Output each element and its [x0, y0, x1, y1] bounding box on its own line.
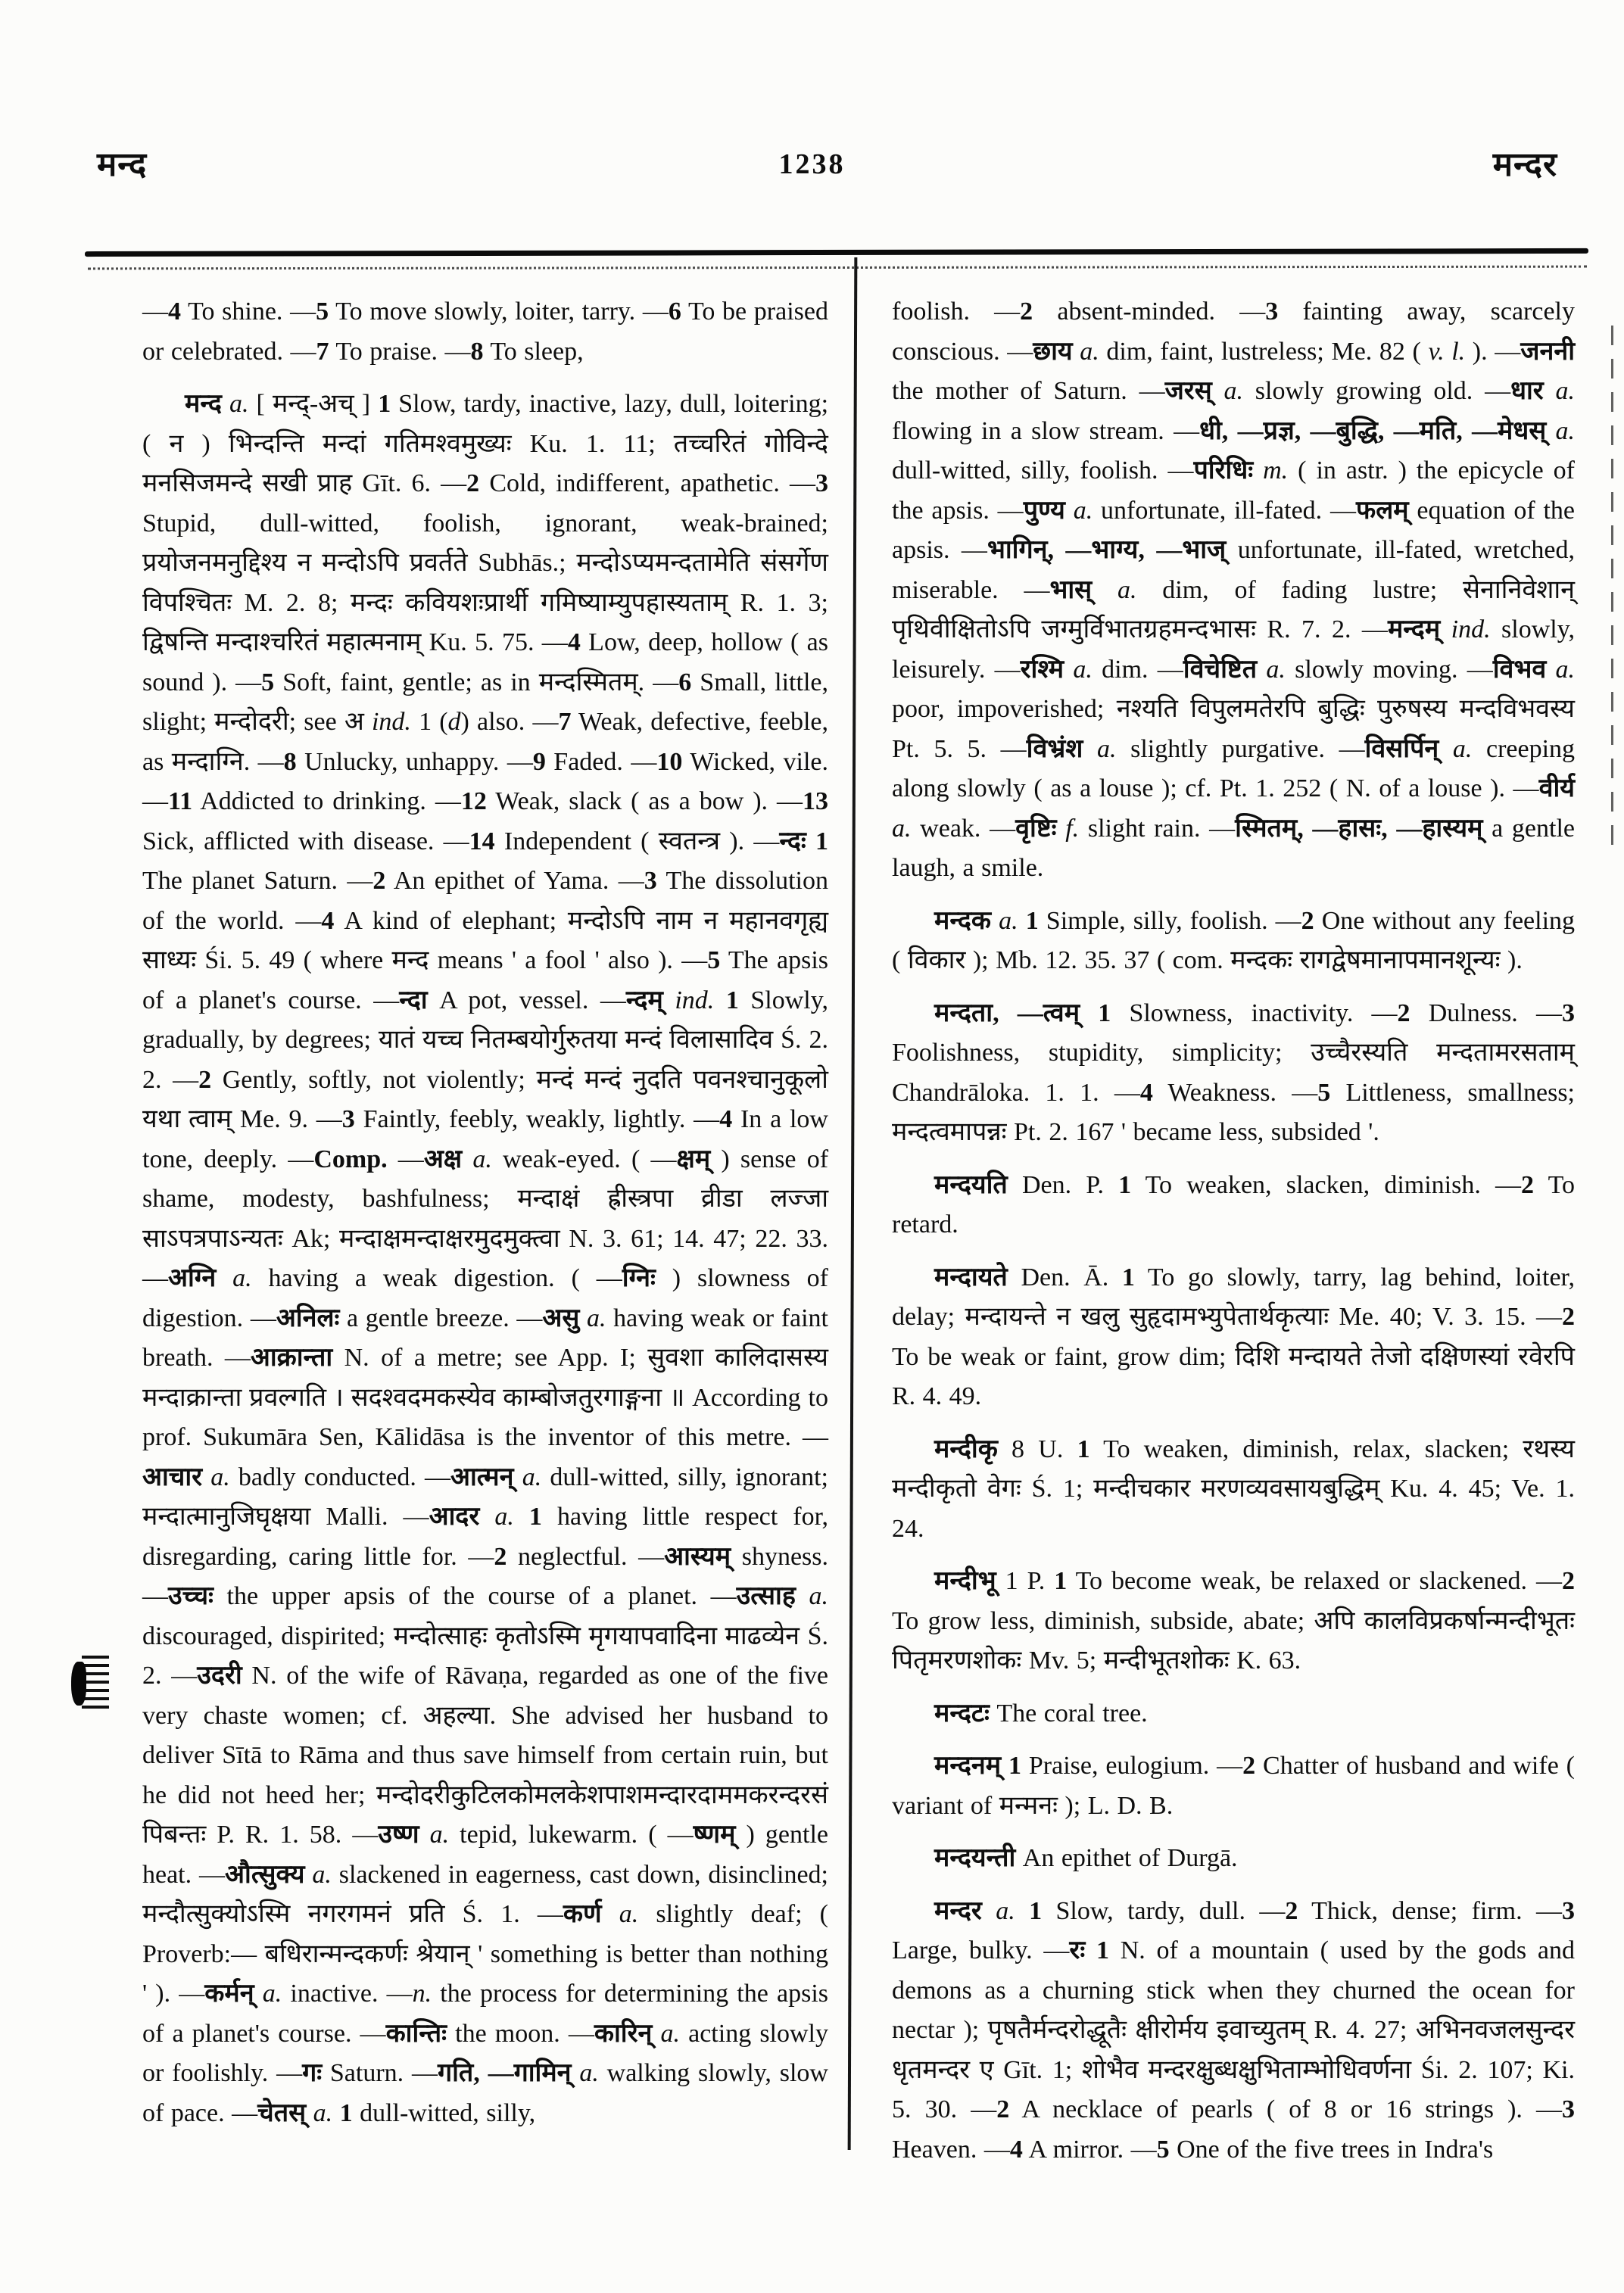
dictionary-paragraph: मन्दनम् 1 Praise, eulogium. —2 Chatter of husband and wife ( variant of मन्मनः ); L. D. B.: [892, 1752, 1575, 1820]
dictionary-paragraph: मन्दायते Den. Ā. 1 To go slowly, tarry, lag behind, loiter, delay; मन्दायन्ते न खलु सुहृदामभ्युपेतार्थकृत्याः Me. 40; V. 3. 15. —2 To be weak or faint, grow dim; दिशि मन्दायते तेजो दक्षिणस्यां रवेरपि R. 4. 49.: [892, 1263, 1575, 1410]
left-column: [142, 292, 828, 2133]
dictionary-paragraph: मन्दटः The coral tree.: [934, 1699, 1148, 1728]
margin-ink-artifact: [65, 1653, 114, 1713]
dictionary-paragraph: मन्दीभू 1 P. 1 To become weak, be relaxed or slackened. —2 To grow less, diminish, subside, abate; अपि कालविप्रकर्षान्मन्दीभूतः पितृमरणशोकः Mv. 5; मन्दीभूतशोकः K. 63.: [892, 1567, 1576, 1675]
header-first-word: मन्द: [97, 146, 148, 183]
header-dotted-rule: [88, 266, 1587, 270]
dictionary-paragraph: मन्दयति Den. P. 1 To weaken, slacken, diminish. —2 To retard.: [892, 1170, 1575, 1238]
dictionary-paragraph: मन्दता, —त्वम् 1 Slowness, inactivity. —2 Dulness. —3 Foolishness, stupidity, simplicity; उच्चैरस्यति मन्दतामरसताम् Chandrāloka. 1. 1. —4 Weakness. —5 Littleness, smallness; मन्दत्वमापन्नः Pt. 2. 167 ' became less, subsided '.: [892, 999, 1576, 1146]
right-column: [892, 292, 1575, 2170]
dictionary-paragraph: मन्द a. [ मन्द्-अच् ] 1 Slow, tardy, inactive, lazy, dull, loitering; ( न ) भिन्दन्ति मन्दां गतिमश्वमुख्यः Ku. 1. 11; तच्चरितं गोविन्दे मनसिजमन्दे सखी प्राह Gīt. 6. —2 Cold, indifferent, apathetic. —3 Stupid, dull-witted, foolish, ignorant, weak-brained; प्रयोजनमनुद्दिश्य न मन्दोऽपि प्रवर्तते Subhās.; मन्दोऽप्यमन्दतामेति संसर्गेण विपश्चितः M. 2. 8; मन्दः कवियशःप्रार्थी गमिष्याम्युपहास्यताम् R. 1. 3; द्विषन्ति मन्दाश्चरितं महात्मनाम् Ku. 5. 75. —4 Low, deep, hollow ( as sound ). —5 Soft, faint, gentle; as in मन्दस्मितम्. —6 Small, little, slight; मन्दोदरी; see अ ind. 1 (d) also. —7 Weak, defective, feeble, as मन्दाग्नि. —8 Unlucky, unhappy. —9 Faded. —10 Wicked, vile. —11 Addicted to drinking. —12 Weak, slack ( as a bow ). —13 Sick, afflicted with disease. —14 Independent ( स्वतन्त्र ). —न्दः 1 The planet Saturn. —2 An epithet of Yama. —3 The dissolution of the world. —4 A kind of elephant; मन्दोऽपि नाम न महानवगृह्य साध्यः Śi. 5. 49 ( where मन्द means ' a fool ' also ). —5 The apsis of a planet's course. —न्दा A pot, vessel. —न्दम् ind. 1 Slowly, gradually, by degrees; यातं यच्च नितम्बयोर्गुरुतया मन्दं विलासादिव Ś. 2. 2. —2 Gently, softly, not violently; मन्दं मन्दं नुदति पवनश्चानुकूलो यथा त्वाम् Me. 9. —3 Faintly, feebly, weakly, lightly. —4 In a low tone, deeply. —Comp. —अक्ष a. weak-eyed. ( —क्षम् ) sense of shame, modesty, bashfulness; मन्दाक्षं ह्रीस्त्रपा व्रीडा लज्जा साऽपत्रपाऽन्यतः Ak; मन्दाक्षमन्दाक्षरमुदमुक्त्वा N. 3. 61; 14. 47; 22. 33. —अग्नि a. having a weak digestion. ( —ग्निः ) slowness of digestion. —अनिलः a gentle breeze. —असु a. having weak or faint breath. —आक्रान्ता N. of a metre; see App. I; सुवशा कालिदासस्य मन्दाक्रान्ता प्रवल्गति । सदश्वदमकस्येव काम्बोजतुरगाङ्गना ॥ According to prof. Sukumāra Sen, Kālidāsa is the inventor of this metre. —आचार a. badly conducted. —आत्मन् a. dull-witted, silly, ignorant; मन्दात्मानुजिघृक्षया Malli. —आदर a. 1 having little respect for, disregarding, caring little for. —2 neglectful. —आस्यम् shyness. —उच्चः the upper apsis of the course of a planet. —उत्साह a. discouraged, dispirited; मन्दोत्साहः कृतोऽस्मि मृगयापवादिना माढव्येन Ś. 2. —उदरी N. of the wife of Rāvaṇa, regarded as one of the five very chaste women; cf. अहल्या. She advised her husband to deliver Sītā to Rāma and thus save himself from certain ruin, but he did not heed her; मन्दोदरीकुटिलकोमलकेशपाशमन्दारदाममकरन्दरसं पिबन्तः P. R. 1. 58. —उष्ण a. tepid, lukewarm. ( —ष्णम् ) gentle heat. —औत्सुक्य a. slackened in eagerness, cast down, disinclined; मन्दौत्सुक्योऽस्मि नगरगमनं प्रति Ś. 1. —कर्ण a. slightly deaf; ( Proverb:— बधिरान्मन्दकर्णः श्रेयान् ' something is better than nothing ' ). —कर्मन् a. inactive. —n. the process for determining the apsis of a planet's course. —कान्तिः the moon. —कारिन् a. acting slowly or foolishly. —गः Saturn. —गति, —गामिन् a. walking slowly, slow of pace. —चेतस् a. 1 dull-witted, silly,: [142, 390, 829, 2127]
dictionary-paragraph: मन्दीकृ 8 U. 1 To weaken, diminish, relax, slacken; रथस्य मन्दीकृतो वेगः Ś. 1; मन्दीचकार मरणव्यवसायबुद्धिम् Ku. 4. 45; Ve. 1. 24.: [892, 1435, 1575, 1543]
page-number: 1238: [778, 148, 846, 180]
dictionary-paragraph: मन्दर a. 1 Slow, tardy, dull. —2 Thick, dense; firm. —3 Large, bulky. —रः 1 N. of a mountain ( used by the gods and demons as a churning stick when they churned the ocean for nectar ); पृषतैर्मन्दरोद्धूतैः क्षीरोर्मय इवाच्युतम् R. 4. 27; अभिनवजलसुन्दर धृतमन्दर ए Gīt. 1; शोभैव मन्दरक्षुब्धक्षुभिताम्भोधिवर्णना Śi. 2. 107; Ki. 5. 30. —2 A necklace of pearls ( of 8 or 16 strings ). —3 Heaven. —4 A mirror. —5 One of the five trees in Indra's: [892, 1896, 1576, 2164]
header-last-word: मन्दर: [1492, 146, 1557, 183]
artifact-blob: [71, 1662, 86, 1706]
column-divider-rule: [848, 257, 858, 2150]
dictionary-paragraph: मन्दक a. 1 Simple, silly, foolish. —2 One without any feeling ( विकार ); Mb. 12. 35. 37 ( com. मन्दकः रागद्वेषमानापमानशून्यः ).: [892, 906, 1576, 974]
page-edge-scan-mark: [1611, 326, 1613, 855]
dictionary-paragraph: मन्दयन्ती An epithet of Durgā.: [934, 1844, 1238, 1872]
dictionary-paragraph: —4 To shine. —5 To move slowly, loiter, tarry. —6 To be praised or celebrated. —7 To praise. —8 To sleep,: [142, 298, 828, 366]
dictionary-paragraph: foolish. —2 absent-minded. —3 fainting away, scarcely conscious. —छाय a. dim, faint, lustreless; Me. 82 ( v. l. ). —जननी the mother of Saturn. —जरस् a. slowly growing old. —धार a. flowing in a slow stream. —धी, —प्रज्ञ, —बुद्धि, —मति, —मेधस् a. dull-witted, silly, foolish. —परिधिः m. ( in astr. ) the epicycle of the apsis. —पुण्य a. unfortunate, ill-fated. —फलम् equation of the apsis. —भागिन्, —भाग्य, —भाज् unfortunate, ill-fated, wretched, miserable. —भास् a. dim, of fading lustre; सेनानिवेशान् पृथिवीक्षितोऽपि जग्मुर्विभातग्रहमन्दभासः R. 7. 2. —मन्दम् ind. slowly, leisurely. —रश्मि a. dim. —विचेष्टित a. slowly moving. —विभव a. poor, impoverished; नश्यति विपुलमतेरपि बुद्धिः पुरुषस्य मन्दविभवस्य Pt. 5. 5. —विभ्रंश a. slightly purgative. —विसर्पिन् a. creeping along slowly ( as a louse ); cf. Pt. 1. 252 ( N. of a louse ). —वीर्य a. weak. —वृष्टिः f. slight rain. —स्मितम्, —हासः, —हास्यम् a gentle laugh, a smile.: [892, 298, 1576, 882]
header-rule: [85, 248, 1588, 257]
